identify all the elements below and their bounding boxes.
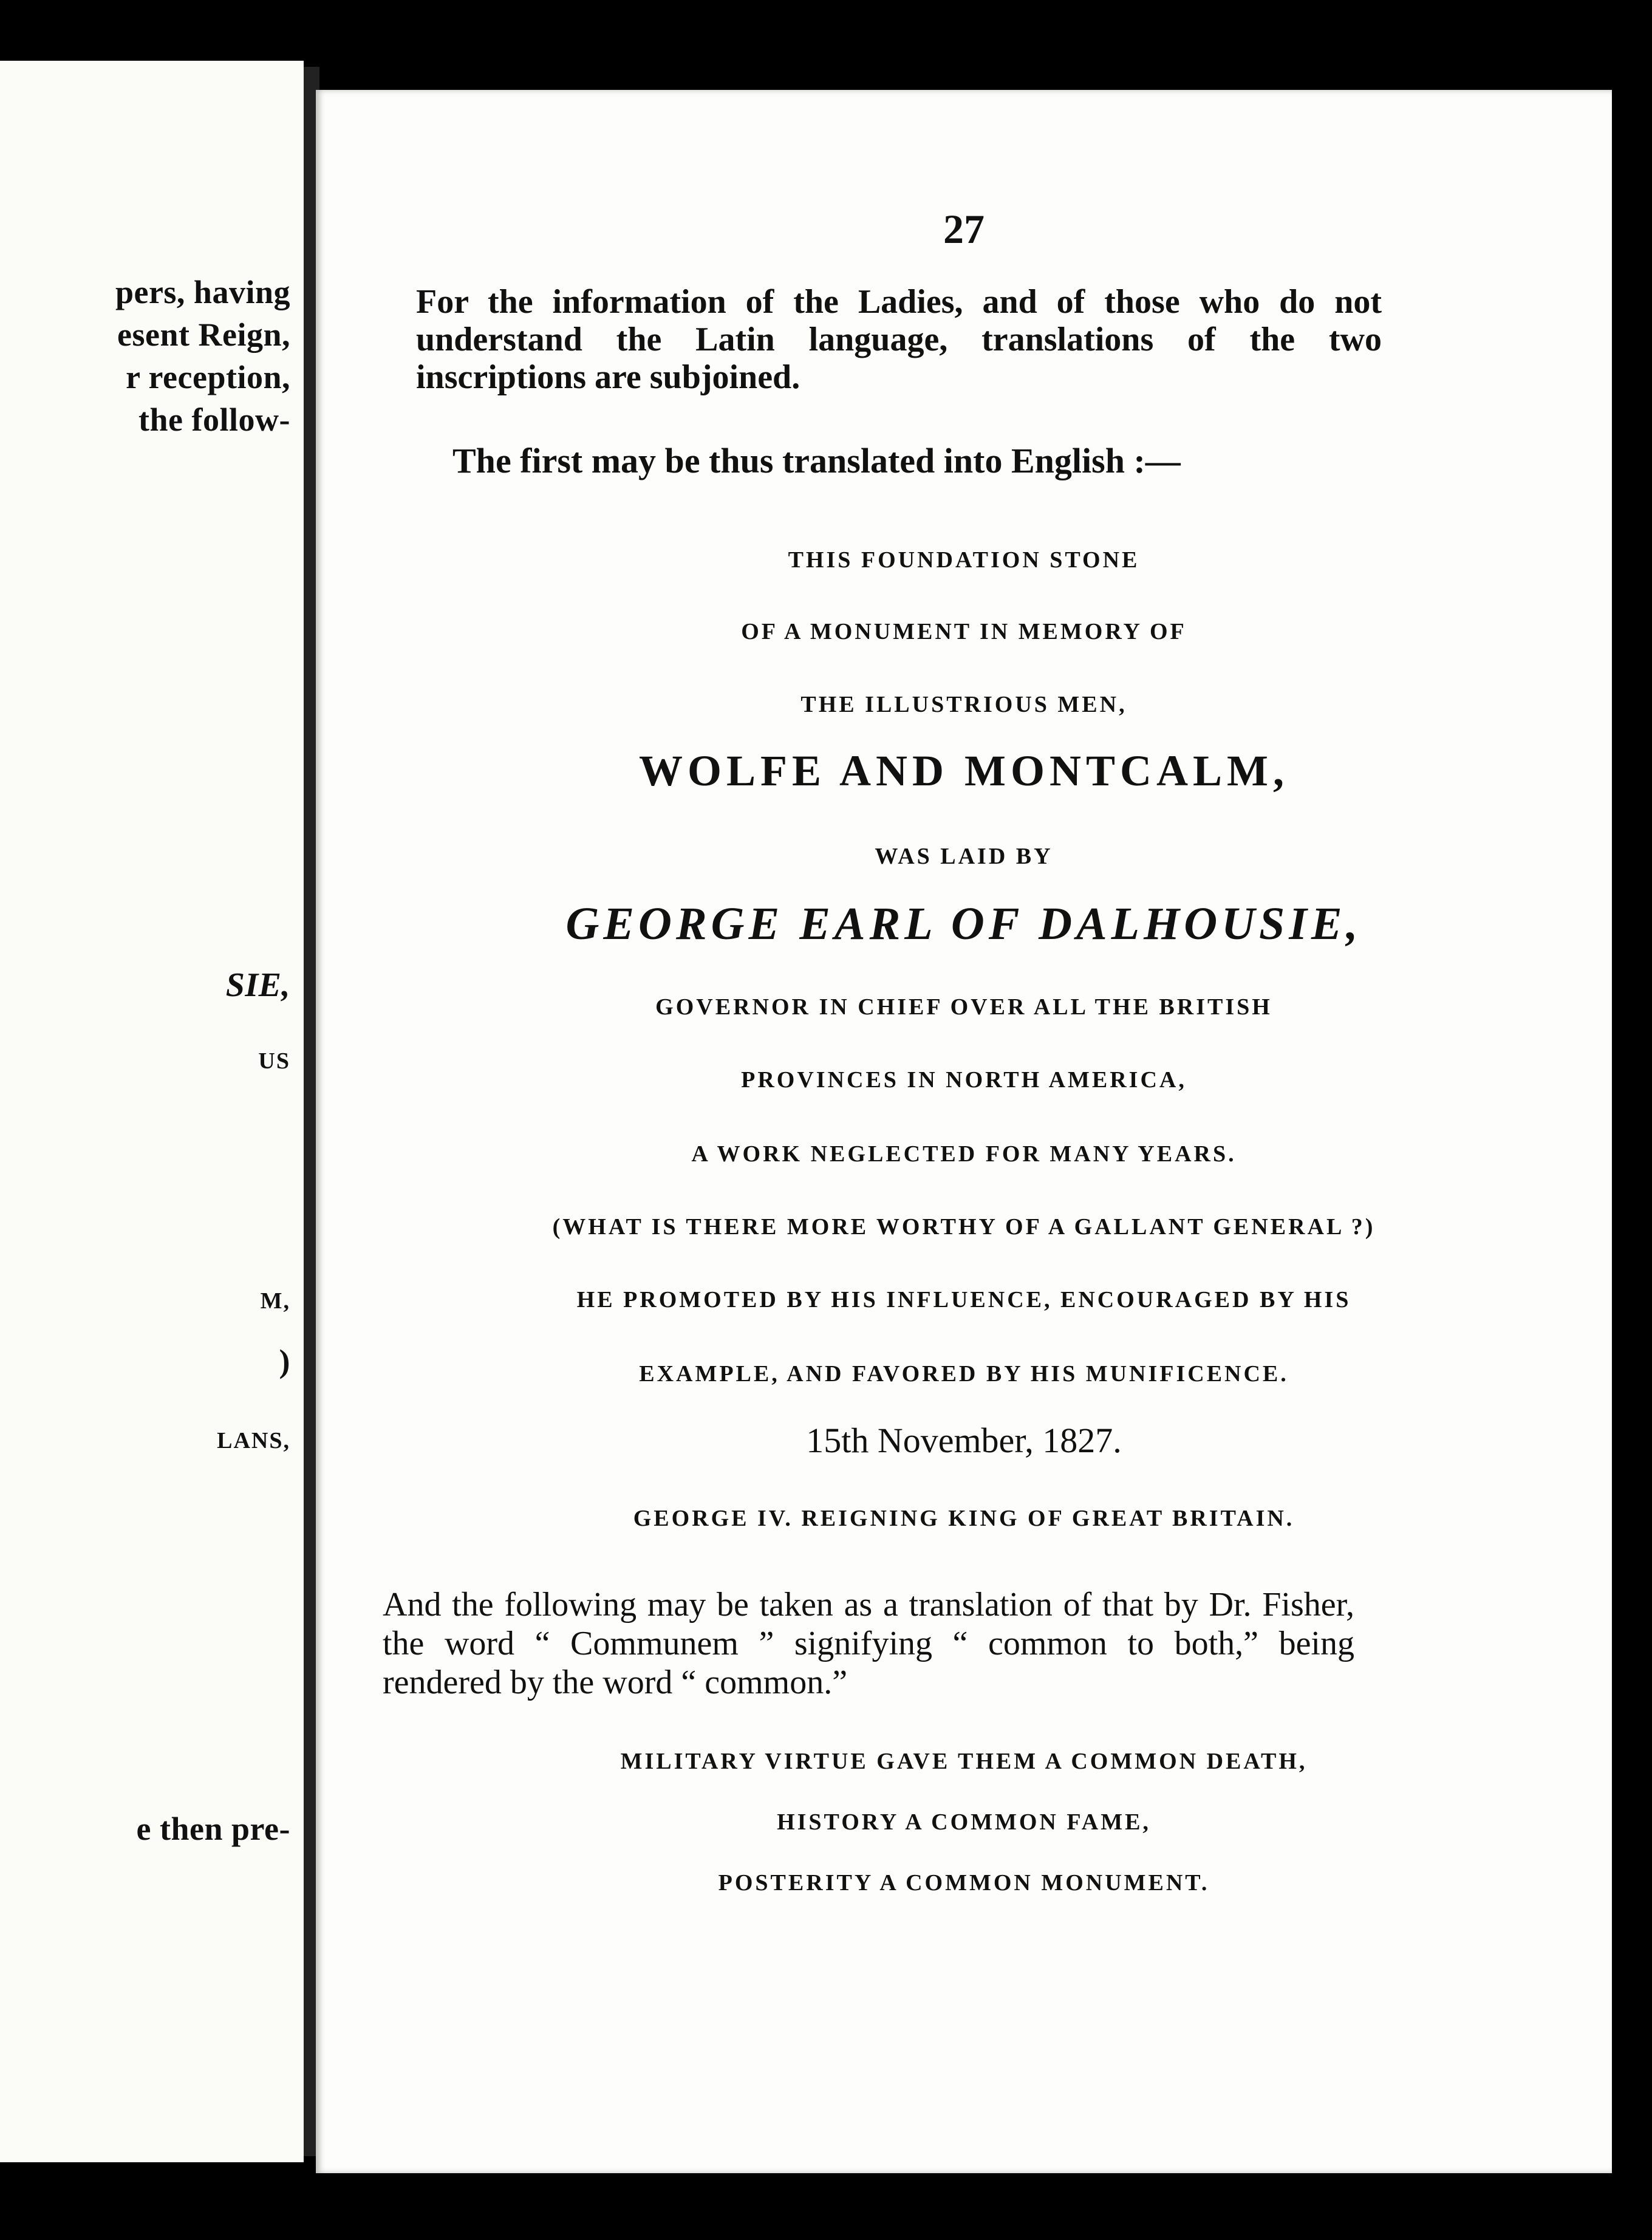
left-page-line: SIE, [225, 966, 290, 1004]
inscription-line: PROVINCES IN NORTH AMERICA, [741, 1067, 1187, 1093]
right-page [316, 90, 1612, 2173]
second-intro-paragraph: And the following may be taken as a translation of that by Dr. Fisher, the word “ Communem ” signifying “ common to both,” being rendered by the word “ common.” [383, 1586, 1354, 1701]
left-page-line: LANS, [217, 1428, 290, 1453]
translation-heading: The first may be thus translated into English :— [452, 441, 1181, 480]
page-number: 27 [943, 206, 985, 252]
inscription2-line: POSTERITY A COMMON MONUMENT. [718, 1870, 1210, 1896]
left-page-fragment [0, 61, 304, 2162]
left-page-line: ) [279, 1343, 290, 1379]
left-page-line: pers, having [115, 274, 290, 310]
inscription-date: 15th November, 1827. [806, 1421, 1122, 1460]
inscription-line: EXAMPLE, AND FAVORED BY HIS MUNIFICENCE. [639, 1361, 1289, 1387]
left-page-line: e then pre- [136, 1811, 290, 1847]
inscription-line: OF A MONUMENT IN MEMORY OF [741, 619, 1187, 644]
inscription-line: (WHAT IS THERE MORE WORTHY OF A GALLANT GENERAL ?) [552, 1214, 1376, 1240]
left-page-line: US [258, 1048, 290, 1074]
inscription-line: THIS FOUNDATION STONE [788, 547, 1140, 573]
inscription-line: GOVERNOR IN CHIEF OVER ALL THE BRITISH [655, 994, 1272, 1020]
inscription-line: GEORGE IV. REIGNING KING OF GREAT BRITAIN. [633, 1506, 1295, 1531]
inscription2-line: MILITARY VIRTUE GAVE THEM A COMMON DEATH, [620, 1749, 1308, 1774]
inscription-line: HE PROMOTED BY HIS INFLUENCE, ENCOURAGED BY HIS [576, 1287, 1351, 1313]
inscription-line: A WORK NEGLECTED FOR MANY YEARS. [691, 1141, 1237, 1167]
left-page-line: M, [260, 1288, 290, 1314]
left-page-line: the follow- [138, 401, 290, 438]
intro-paragraph: For the information of the Ladies, and of those who do not understand the Latin language, translations of the two inscriptions are subjoined. [416, 283, 1382, 396]
inscription-earl: GEORGE EARL OF DALHOUSIE, [565, 898, 1362, 949]
left-page-line: r reception, [126, 359, 290, 395]
inscription-line: WAS LAID BY [875, 844, 1053, 869]
inscription-names: WOLFE AND MONTCALM, [639, 746, 1289, 795]
left-page-line: esent Reign, [117, 316, 290, 353]
inscription2-line: HISTORY A COMMON FAME, [777, 1809, 1151, 1835]
inscription-line: THE ILLUSTRIOUS MEN, [800, 692, 1127, 717]
